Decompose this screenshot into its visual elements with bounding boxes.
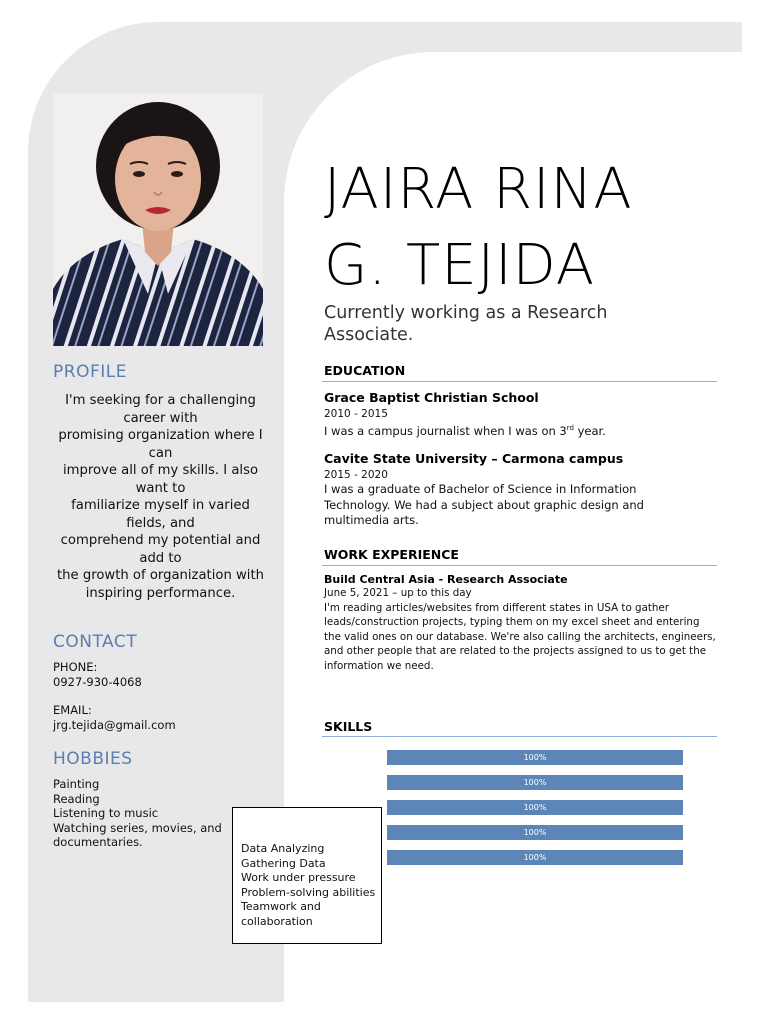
education-heading: EDUCATION [324,363,406,378]
skills-list [232,807,382,944]
list-item: Data Analyzing [241,842,325,855]
profile-heading: PROFILE [53,362,127,382]
work-heading: WORK EXPERIENCE [324,547,459,562]
skill-bar: 100% [387,825,683,840]
hobbies-heading: HOBBIES [53,749,133,769]
list-item: Work under pressure [241,871,356,884]
divider [322,736,717,737]
skill-bar: 100% [387,800,683,815]
education-entry: Cavite State University – Carmona campus 2015 - 2020 I was a graduate of Bachelor of Science in Information Technology. We had a subject about graphic design and multimedia arts. [324,451,644,527]
list-item: Listening to music [53,806,159,820]
contact-email: EMAIL: jrg.tejida@gmail.com [53,703,268,732]
list-item: Teamwork and [241,900,321,913]
list-item: Watching series, movies, and [53,820,222,835]
email-value[interactable]: jrg.tejida@gmail.com [53,717,176,732]
profile-photo [53,94,263,346]
list-item: Painting [53,777,100,791]
phone-value: 0927-930-4068 [53,674,142,689]
skill-bar: 100% [387,750,683,765]
list-item: collaboration [241,914,313,928]
divider [322,565,717,566]
skill-bar: 100% [387,775,683,790]
list-item: Reading [53,791,100,806]
tagline: Currently working as a Research Associate. [324,303,608,345]
contact-heading: CONTACT [53,632,138,652]
list-item: documentaries. [53,835,143,849]
skills-heading: SKILLS [324,719,373,734]
full-name: JAIRA RINA G. TEJIDA [324,157,633,298]
profile-text: I'm seeking for a challenging career with promising organization where I can improve all of my skills. I also want to familiarize myself in varied fields, and comprehend my potential and add to the growth of organization with inspiring performance. [57,393,264,601]
divider [322,381,717,382]
list-item: Gathering Data [241,856,326,870]
work-entry: Build Central Asia - Research Associate June 5, 2021 – up to this day I'm reading articles/websites from different states in USA to gather leads/construction projects, typing them on my excel sheet and entering the valid ones on our database. We're also calling the architects, engineers, and other people that are related to the projects assigned to us to get the information we need. [324,573,716,672]
education-entry: Grace Baptist Christian School 2010 - 2015 I was a campus journalist when I was on 3rd year. [324,390,606,438]
list-item: Problem-solving abilities [241,885,376,899]
contact-phone: PHONE: 0927-930-4068 [53,660,268,689]
skill-bar: 100% [387,850,683,865]
